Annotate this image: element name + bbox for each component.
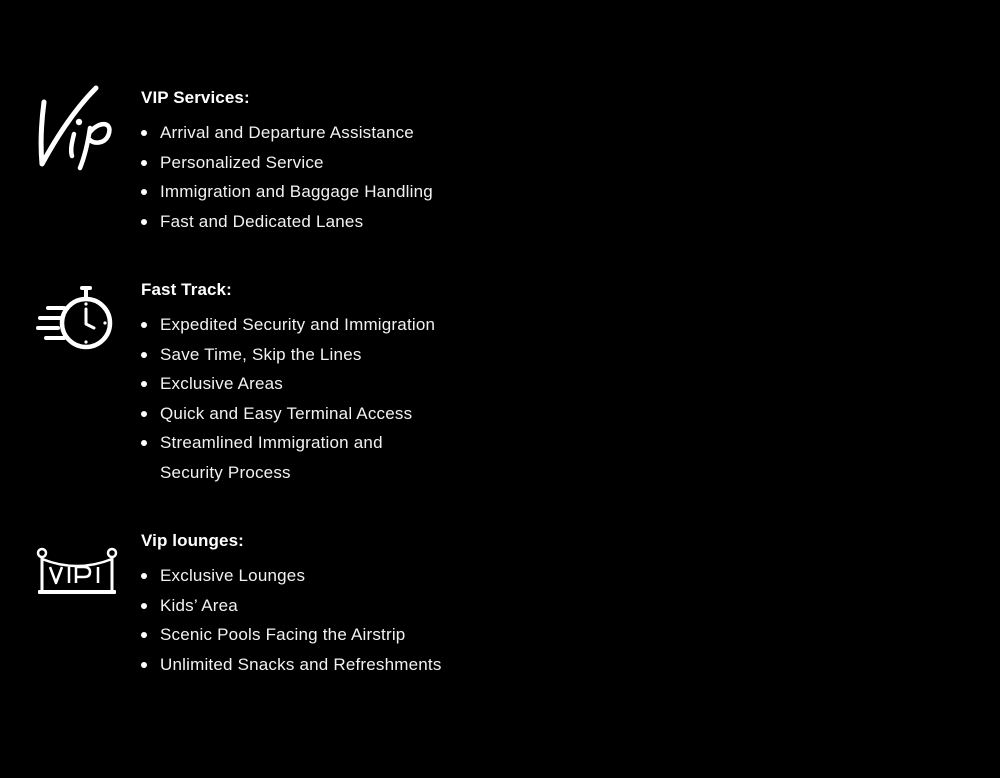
bullet-icon xyxy=(141,381,147,387)
bullet-icon xyxy=(141,130,147,136)
list-item-text: Exclusive Areas xyxy=(160,374,283,394)
section-heading: Vip lounges: xyxy=(141,531,244,550)
list-item-text: Scenic Pools Facing the Airstrip xyxy=(160,625,406,645)
list-item xyxy=(141,148,521,178)
stopwatch-icon xyxy=(34,282,120,372)
list-item xyxy=(141,177,521,207)
list-item xyxy=(141,310,521,340)
section-heading: VIP Services: xyxy=(141,88,250,107)
list-item-text: Immigration and Baggage Handling xyxy=(160,182,433,202)
list-item-text: Streamlined Immigration and Security Process xyxy=(160,433,383,482)
list-item xyxy=(141,207,521,237)
feature-list xyxy=(141,310,521,488)
list-item-text: Save Time, Skip the Lines xyxy=(160,344,362,364)
list-item xyxy=(141,620,521,650)
bullet-icon xyxy=(141,411,147,417)
bullet-icon xyxy=(141,573,147,579)
list-item xyxy=(141,369,521,399)
bullet-icon xyxy=(141,632,147,638)
list-item xyxy=(141,340,521,370)
bullet-icon xyxy=(141,352,147,358)
section-content xyxy=(141,280,521,488)
list-item xyxy=(141,399,521,429)
vip-rope-barrier-icon xyxy=(34,543,120,633)
section-fast-track xyxy=(0,280,520,490)
list-item xyxy=(141,428,440,487)
section-vip-services xyxy=(0,88,520,238)
bullet-icon xyxy=(141,219,147,225)
list-item xyxy=(141,118,521,148)
bullet-icon xyxy=(141,440,147,446)
list-item-text: Arrival and Departure Assistance xyxy=(160,123,414,142)
bullet-icon xyxy=(141,189,147,195)
feature-list xyxy=(141,118,521,236)
section-content xyxy=(141,88,521,236)
list-item-text: Kids’ Area xyxy=(160,595,238,615)
list-item-text: Expedited Security and Immigration xyxy=(160,315,436,334)
bullet-icon xyxy=(141,322,147,328)
section-vip-lounges xyxy=(0,531,520,681)
list-item-text: Unlimited Snacks and Refreshments xyxy=(160,654,442,674)
bullet-icon xyxy=(141,603,147,609)
list-item xyxy=(141,650,521,680)
list-item-text: Exclusive Lounges xyxy=(160,566,306,585)
section-content xyxy=(141,531,521,679)
feature-list xyxy=(141,561,521,679)
bullet-icon xyxy=(141,662,147,668)
section-heading: Fast Track: xyxy=(141,280,232,299)
vip-script-icon xyxy=(34,82,120,172)
list-item xyxy=(141,561,521,591)
list-item-text: Fast and Dedicated Lanes xyxy=(160,211,364,231)
list-item-text: Quick and Easy Terminal Access xyxy=(160,403,413,423)
list-item xyxy=(141,591,521,621)
list-item-text: Personalized Service xyxy=(160,152,324,172)
bullet-icon xyxy=(141,160,147,166)
